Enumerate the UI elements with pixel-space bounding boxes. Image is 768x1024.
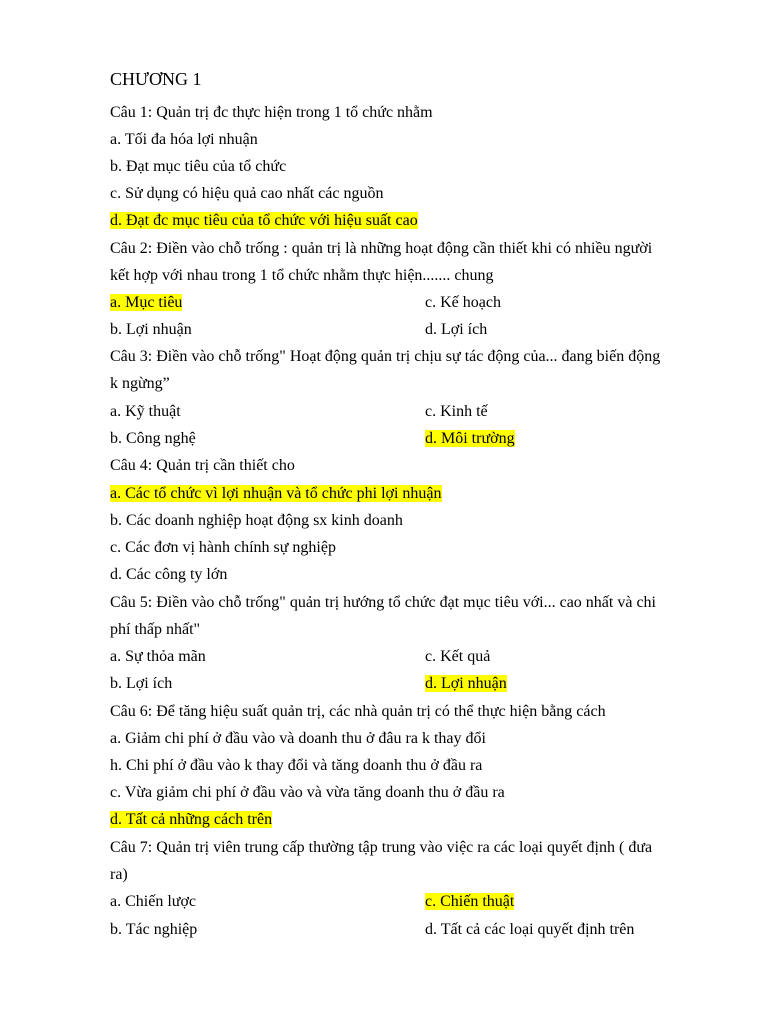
question-6: Câu 6: Để tăng hiệu suất quản trị, các nhà quản trị có thể thực hiện bằng cách <box>110 703 606 720</box>
option-7d: d. Tất cả các loại quyết định trên <box>425 921 635 938</box>
option-4a-row <box>110 484 442 504</box>
option-1d-row <box>110 211 418 231</box>
option-6h: h. Chi phí ở đầu vào k thay đổi và tăng doanh thu ở đầu ra <box>110 757 483 774</box>
option-1c: c. Sử dụng có hiệu quả cao nhất các nguồn <box>110 185 384 202</box>
option-5d-row <box>425 674 507 694</box>
option-7a: a. Chiến lược <box>110 893 196 910</box>
question-4: Câu 4: Quản trị cần thiết cho <box>110 457 295 474</box>
option-2d: d. Lợi ích <box>425 321 488 338</box>
option-2c: c. Kế hoạch <box>425 294 501 311</box>
question-3-line-1: Câu 3: Điền vào chỗ trống" Hoạt động quản trị chịu sự tác động của... đang biến động <box>110 348 661 365</box>
option-5d-highlighted: d. Lợi nhuận <box>425 675 507 692</box>
question-1: Câu 1: Quản trị đc thực hiện trong 1 tổ chức nhằm <box>110 104 433 121</box>
option-5b: b. Lợi ích <box>110 675 173 692</box>
option-5c: c. Kết quả <box>425 648 491 665</box>
chapter-heading: CHƯƠNG 1 <box>110 69 202 89</box>
option-7c-highlighted: c. Chiến thuật <box>425 893 515 910</box>
question-3-line-2: k ngừng” <box>110 375 170 392</box>
question-2-line-1: Câu 2: Điền vào chỗ trống : quản trị là những hoạt động cần thiết khi có nhiều người <box>110 240 653 257</box>
question-5-line-1: Câu 5: Điền vào chỗ trống" quản trị hướng tổ chức đạt mục tiêu với... cao nhất và chi <box>110 594 656 611</box>
option-3a: a. Kỹ thuật <box>110 403 181 420</box>
option-6d-highlighted: d. Tất cả những cách trên <box>110 811 273 828</box>
option-6c: c. Vừa giảm chi phí ở đầu vào và vừa tăng doanh thu ở đầu ra <box>110 784 505 801</box>
question-5-line-2: phí thấp nhất" <box>110 621 201 638</box>
option-6a: a. Giảm chi phí ở đầu vào và doanh thu ở đâu ra k thay đổi <box>110 730 486 747</box>
question-7-line-1: Câu 7: Quản trị viên trung cấp thường tập trung vào việc ra các loại quyết định ( đưa <box>110 839 653 856</box>
option-2a-highlighted: a. Mục tiêu <box>110 294 183 311</box>
question-2-line-2: kết hợp với nhau trong 1 tổ chức nhằm thực hiện....... chung <box>110 267 494 284</box>
option-1d-highlighted: d. Đạt đc mục tiêu của tổ chức với hiệu suất cao <box>110 212 418 229</box>
option-4b: b. Các doanh nghiệp hoạt động sx kinh doanh <box>110 512 403 529</box>
option-3c: c. Kinh tế <box>425 403 488 420</box>
option-4a-highlighted: a. Các tổ chức vì lợi nhuận và tổ chức phi lợi nhuận <box>110 485 442 502</box>
option-3b: b. Công nghệ <box>110 430 196 447</box>
option-7b: b. Tác nghiệp <box>110 921 198 938</box>
option-3d-highlighted: d. Môi trường <box>425 430 515 447</box>
option-1a: a. Tối đa hóa lợi nhuận <box>110 131 258 148</box>
option-5a: a. Sự thỏa mãn <box>110 648 206 665</box>
option-4c: c. Các đơn vị hành chính sự nghiệp <box>110 539 336 556</box>
option-1b: b. Đạt mục tiêu của tổ chức <box>110 158 287 175</box>
option-7c-row <box>425 892 514 912</box>
question-7-line-2: ra) <box>110 866 128 883</box>
option-3d-row <box>425 429 515 449</box>
option-4d: d. Các công ty lớn <box>110 566 228 583</box>
option-2a-row <box>110 293 182 313</box>
option-6d-row <box>110 810 272 830</box>
option-2b: b. Lợi nhuận <box>110 321 192 338</box>
